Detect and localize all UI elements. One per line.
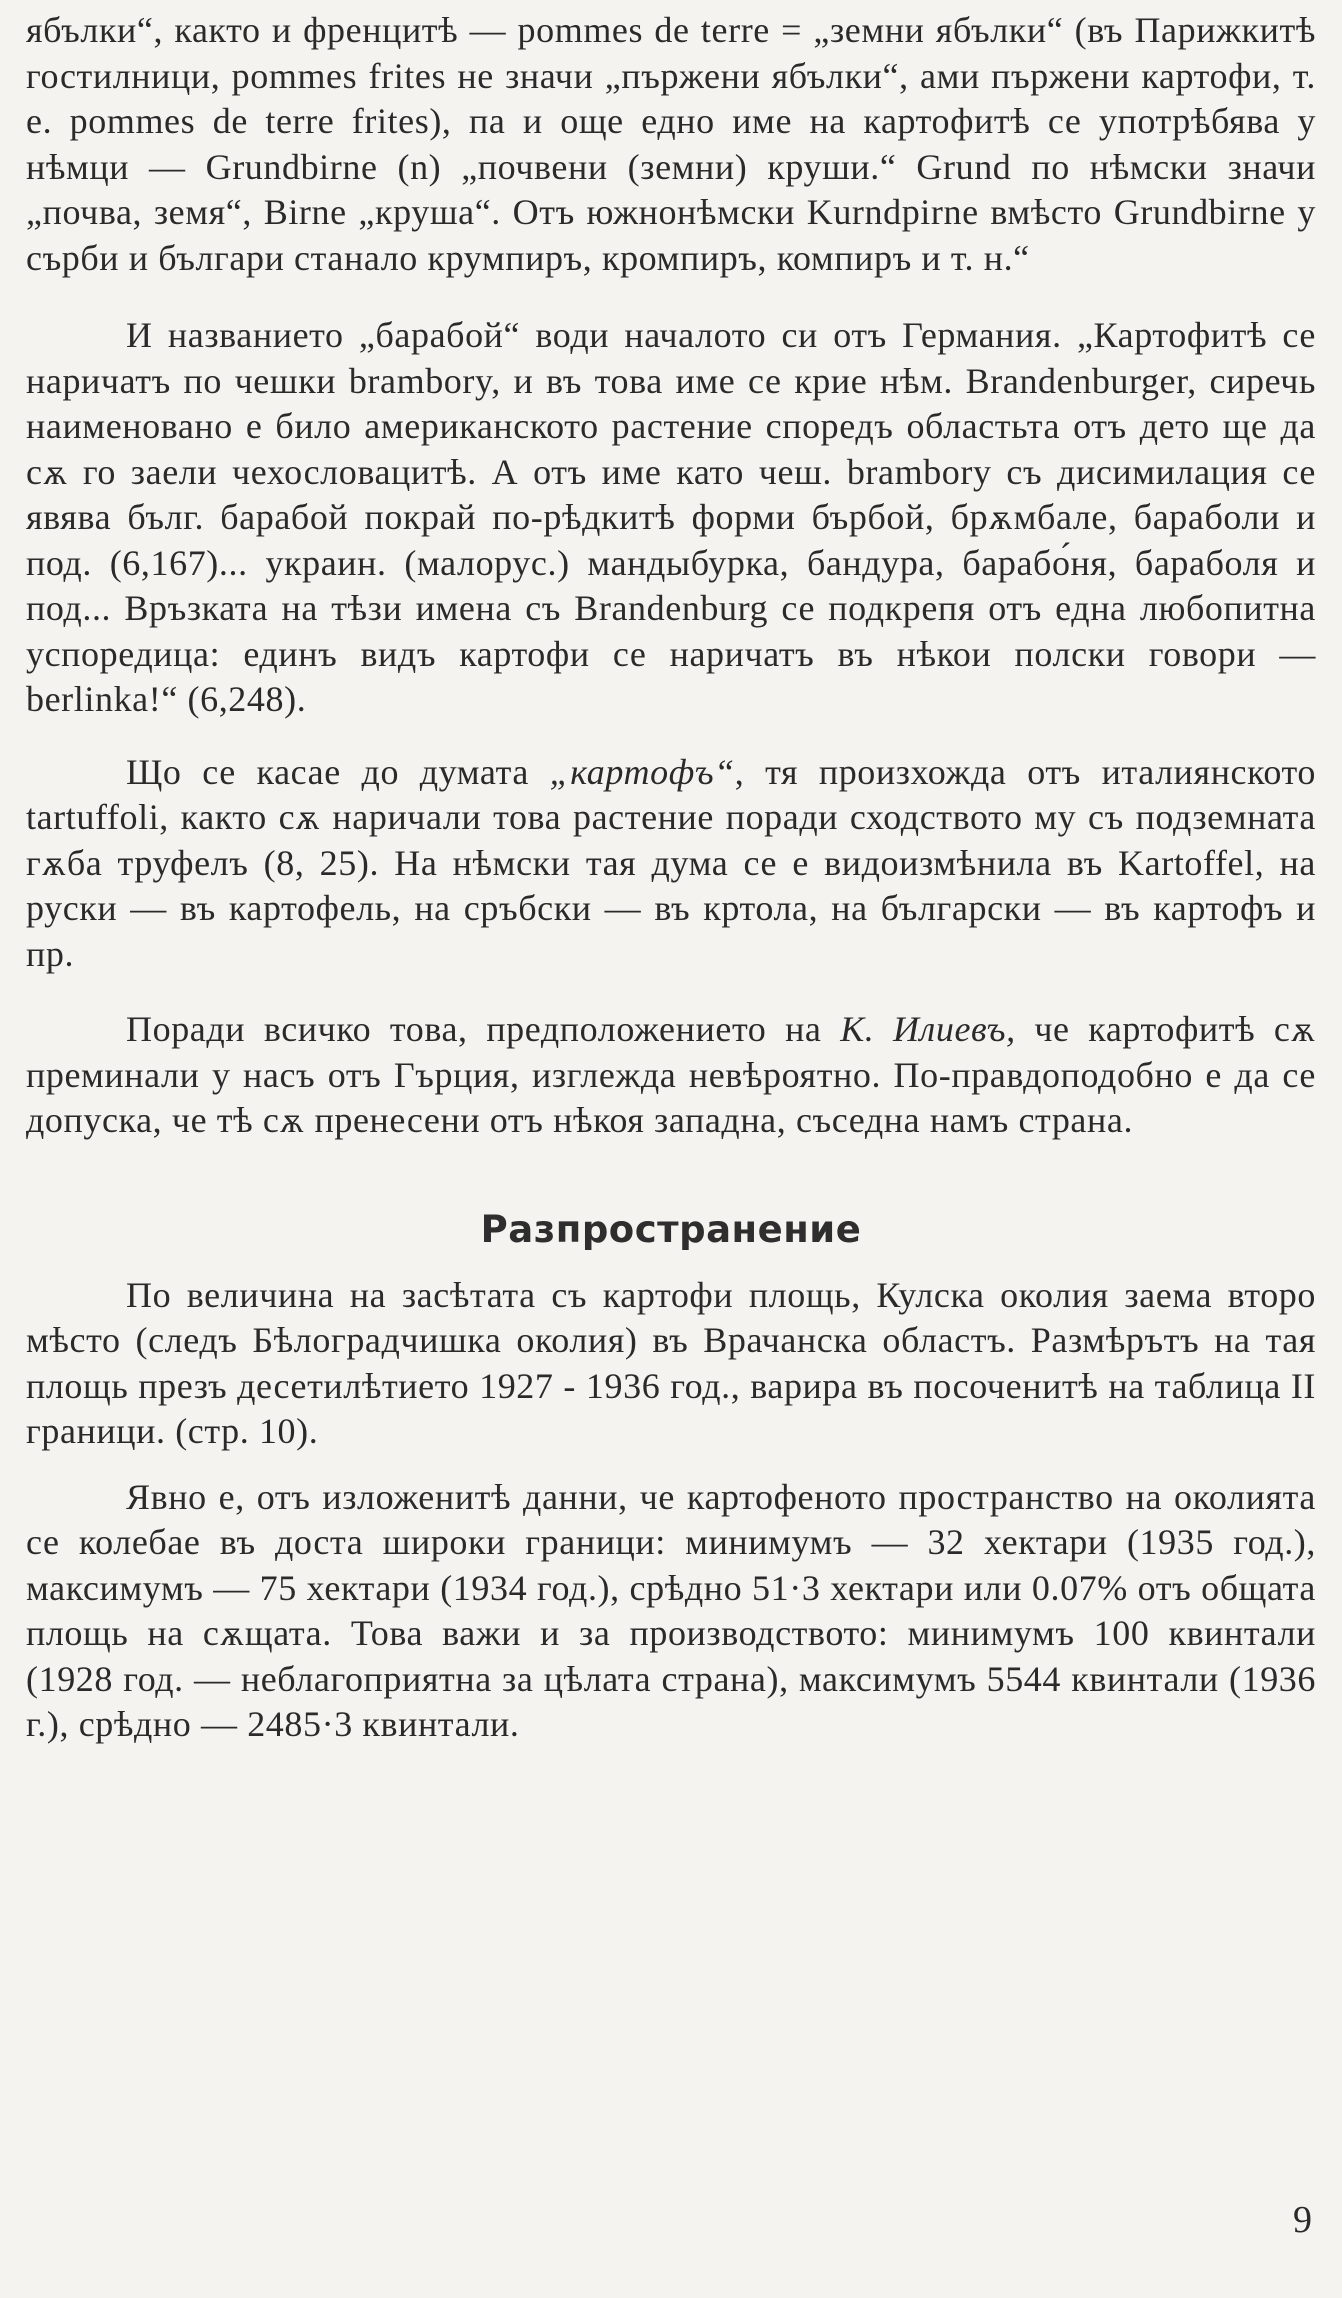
page-number: 9 (1293, 2199, 1312, 2241)
paragraph-1: ябълки“, както и френцитѣ — pommes de terre = „земни ябълки“ (въ Парижкитѣ гостилници, pommes frites не значи „пържени ябълки“, ами пържени картофи, т. е. pommes de terre frites), па и още едно име на картофитѣ се употрѣбява у нѣмци — Grundbirne (n) „почвени (земни) круши.“ Grund по нѣмски значи „почва, земя“, Birne „круша“. Отъ южнонѣмски Kurndpirne вмѣсто Grundbirne у сърби и българи станало крумпиръ, кромпиръ, компиръ и т. н.“ (26, 10, 1316, 278)
paragraph-3 (26, 750, 1316, 978)
paragraph-4-text-b: че картофитѣ сѫ преминали у насъ отъ Гърция, изглежда невѣроятно. По-правдоподобно е да се допуска, че тѣ сѫ пренесени отъ нѣкоя западна, съседна намъ страна. (26, 1009, 1316, 1140)
paragraph-3-text-b: , тя произхожда отъ италиянското tartuffoli, както сѫ наричали това растение поради сходството му съ подземната гѫба труфелъ (8, 25). На нѣмски тая дума се е видоизмѣнила въ Kartoffel, на руски — въ картофель, на сръбски — въ кртола, на български — въ картофъ и пр. (26, 751, 1316, 974)
paragraph-4-emphasis: К. Илиевъ, (840, 1009, 1016, 1049)
paragraph-2: И названието „барабой“ води началото си отъ Германия. „Картофитѣ се наричатъ по чешки brambory, и въ това име се крие нѣм. Brandenburger, сиречь наименовано е било американското растение споредъ областьта отъ дето ще да сѫ го заели чехословацитѣ. А отъ име като чеш. brambory съ дисимилация се явява бълг. барабой покрай по-рѣдкитѣ форми бърбой, брѫмбале, бараболи и под. (6,167)... украин. (малорус.) мандыбурка, бандура, барабо́ня, бараболя и под... Връзката на тѣзи имена съ Brandenburg се подкрепя отъ една любопитна успоредица: единъ видъ картофи се наричатъ въ нѣкои полски говори — berlinka!“ (6,248). (26, 315, 1316, 719)
paragraph-6: Явно е, отъ изложенитѣ данни, че картофеното пространство на околията се колебае въ доста широки граници: минимумъ — 32 хектари (1935 год.), максимумъ — 75 хектари (1934 год.), срѣдно 51·3 хектари или 0.07% отъ общата площь на сѫщата. Това важи и за производството: минимумъ 100 квинтали (1928 год. — неблагоприятна за цѣлата страна), максимумъ 5544 квинтали (1936 г.), срѣдно — 2485·3 квинтали. (26, 1476, 1316, 1744)
paragraph-3-emphasis: „картофъ“ (549, 751, 735, 792)
page-body (26, 8, 1316, 1748)
paragraph-4-text-a: Поради всичко това, предположението на (126, 1009, 841, 1049)
paragraph-5: По величина на засѣтата съ картофи площь, Кулска околия заема второ мѣсто (следъ Бѣлоградчишка околия) въ Врачанска областъ. Размѣрътъ на тая площь презъ десетилѣтието 1927 - 1936 год., варира въ посоченитѣ на таблица II граници. (стр. 10). (26, 1274, 1316, 1451)
paragraph-4 (26, 1007, 1316, 1144)
paragraph-3-text-a: Що се касае до думата (126, 751, 550, 792)
section-heading: Разпространение (480, 1207, 862, 1251)
